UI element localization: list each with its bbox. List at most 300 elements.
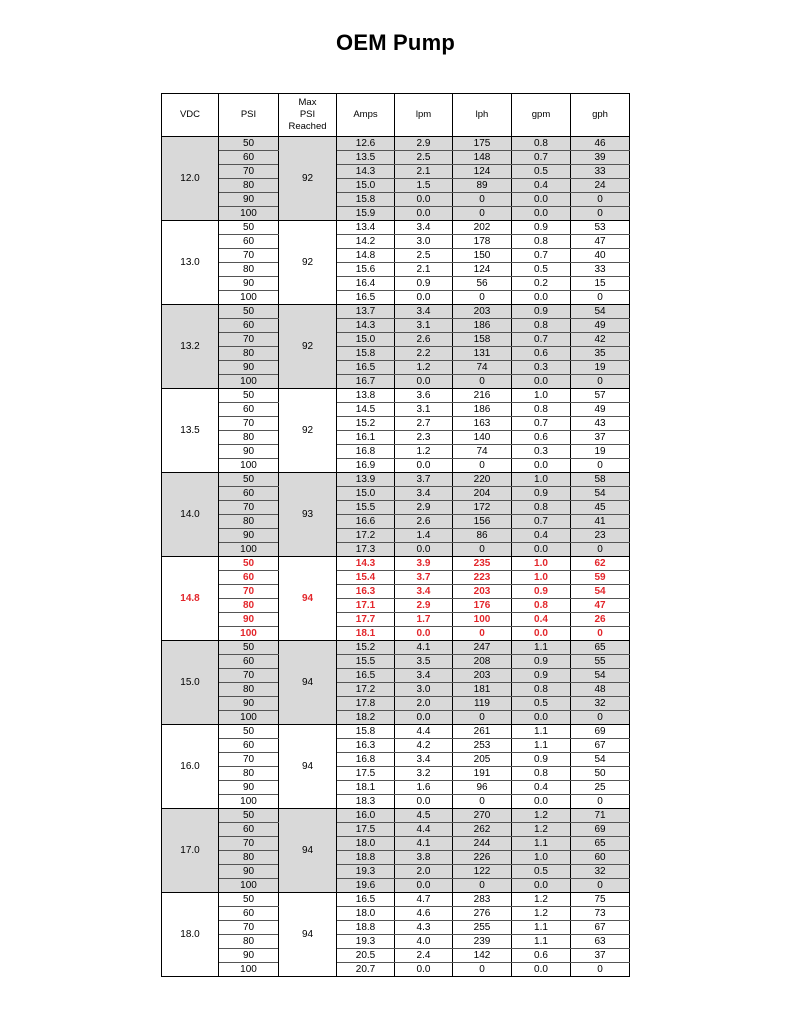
- psi-cell: 90: [219, 361, 279, 375]
- table-row: [162, 235, 630, 249]
- table-row: [162, 571, 630, 585]
- amps-cell: 15.0: [337, 179, 395, 193]
- table-row: [162, 921, 630, 935]
- gph-cell: 0: [571, 795, 630, 809]
- lpm-cell: 3.7: [395, 571, 453, 585]
- lph-cell: 86: [453, 529, 512, 543]
- lpm-cell: 3.7: [395, 473, 453, 487]
- psi-cell: 90: [219, 193, 279, 207]
- lph-cell: 205: [453, 753, 512, 767]
- lpm-cell: 0.0: [395, 711, 453, 725]
- psi-cell: 90: [219, 865, 279, 879]
- table-row: [162, 781, 630, 795]
- amps-cell: 20.5: [337, 949, 395, 963]
- table-row: [162, 739, 630, 753]
- psi-cell: 100: [219, 291, 279, 305]
- lpm-cell: 3.0: [395, 235, 453, 249]
- gpm-cell: 1.1: [512, 921, 571, 935]
- gpm-cell: 1.1: [512, 837, 571, 851]
- table-row: [162, 319, 630, 333]
- vdc-cell: 14.8: [162, 557, 219, 641]
- lph-cell: 148: [453, 151, 512, 165]
- gpm-cell: 0.7: [512, 249, 571, 263]
- lph-cell: 150: [453, 249, 512, 263]
- gph-cell: 71: [571, 809, 630, 823]
- lph-cell: 131: [453, 347, 512, 361]
- psi-cell: 70: [219, 921, 279, 935]
- amps-cell: 16.3: [337, 739, 395, 753]
- table-row: [162, 683, 630, 697]
- lph-cell: 203: [453, 585, 512, 599]
- lph-cell: 247: [453, 641, 512, 655]
- voltage-group: [162, 725, 630, 809]
- psi-cell: 60: [219, 739, 279, 753]
- gph-cell: 47: [571, 599, 630, 613]
- gph-cell: 33: [571, 263, 630, 277]
- psi-cell: 100: [219, 963, 279, 977]
- gph-cell: 0: [571, 711, 630, 725]
- psi-cell: 100: [219, 375, 279, 389]
- lpm-cell: 2.9: [395, 501, 453, 515]
- psi-cell: 80: [219, 935, 279, 949]
- table-row: [162, 137, 630, 151]
- gpm-cell: 0.6: [512, 347, 571, 361]
- amps-cell: 13.5: [337, 151, 395, 165]
- gpm-cell: 0.9: [512, 669, 571, 683]
- table-row: [162, 179, 630, 193]
- gpm-cell: 0.0: [512, 193, 571, 207]
- gph-cell: 45: [571, 501, 630, 515]
- lph-cell: 158: [453, 333, 512, 347]
- gpm-cell: 0.9: [512, 655, 571, 669]
- pump-table-container: [161, 93, 629, 977]
- psi-cell: 50: [219, 809, 279, 823]
- max-psi-cell: 93: [279, 473, 337, 557]
- lpm-cell: 3.8: [395, 851, 453, 865]
- lph-cell: 178: [453, 235, 512, 249]
- gpm-cell: 0.5: [512, 697, 571, 711]
- gph-cell: 40: [571, 249, 630, 263]
- max-psi-cell: 92: [279, 221, 337, 305]
- lpm-cell: 2.1: [395, 165, 453, 179]
- lpm-cell: 0.0: [395, 963, 453, 977]
- lpm-cell: 0.9: [395, 277, 453, 291]
- psi-cell: 80: [219, 683, 279, 697]
- amps-cell: 16.6: [337, 515, 395, 529]
- gph-cell: 60: [571, 851, 630, 865]
- psi-cell: 90: [219, 697, 279, 711]
- gph-cell: 75: [571, 893, 630, 907]
- gpm-cell: 0.0: [512, 375, 571, 389]
- amps-cell: 17.8: [337, 697, 395, 711]
- gph-cell: 25: [571, 781, 630, 795]
- amps-cell: 17.7: [337, 613, 395, 627]
- table-row: [162, 557, 630, 571]
- lph-cell: 0: [453, 543, 512, 557]
- gpm-cell: 0.2: [512, 277, 571, 291]
- gpm-cell: 1.2: [512, 809, 571, 823]
- psi-cell: 60: [219, 319, 279, 333]
- psi-cell: 80: [219, 599, 279, 613]
- lpm-cell: 2.6: [395, 333, 453, 347]
- psi-cell: 80: [219, 179, 279, 193]
- lpm-cell: 0.0: [395, 375, 453, 389]
- lpm-cell: 0.0: [395, 627, 453, 641]
- lpm-cell: 4.2: [395, 739, 453, 753]
- table-row: [162, 445, 630, 459]
- lpm-cell: 3.2: [395, 767, 453, 781]
- psi-cell: 80: [219, 263, 279, 277]
- lpm-cell: 4.7: [395, 893, 453, 907]
- lph-cell: 223: [453, 571, 512, 585]
- gph-cell: 67: [571, 739, 630, 753]
- table-row: [162, 277, 630, 291]
- max-psi-cell: 92: [279, 305, 337, 389]
- lpm-cell: 0.0: [395, 459, 453, 473]
- gph-cell: 37: [571, 949, 630, 963]
- lpm-cell: 3.4: [395, 221, 453, 235]
- table-header: [162, 94, 630, 137]
- lph-cell: 0: [453, 459, 512, 473]
- lph-cell: 186: [453, 403, 512, 417]
- lpm-cell: 1.2: [395, 445, 453, 459]
- table-row: [162, 389, 630, 403]
- max-psi-cell: 92: [279, 137, 337, 221]
- lph-cell: 56: [453, 277, 512, 291]
- lph-cell: 156: [453, 515, 512, 529]
- lpm-cell: 1.5: [395, 179, 453, 193]
- table-row: [162, 753, 630, 767]
- gpm-cell: 0.8: [512, 319, 571, 333]
- gph-cell: 32: [571, 865, 630, 879]
- gpm-cell: 0.4: [512, 613, 571, 627]
- lph-cell: 0: [453, 207, 512, 221]
- gpm-cell: 0.0: [512, 711, 571, 725]
- psi-cell: 80: [219, 767, 279, 781]
- lph-cell: 0: [453, 711, 512, 725]
- gph-cell: 0: [571, 291, 630, 305]
- gpm-cell: 0.0: [512, 459, 571, 473]
- gph-cell: 37: [571, 431, 630, 445]
- lph-cell: 119: [453, 697, 512, 711]
- table-row: [162, 949, 630, 963]
- gpm-cell: 0.0: [512, 879, 571, 893]
- gpm-cell: 0.8: [512, 403, 571, 417]
- psi-cell: 50: [219, 725, 279, 739]
- amps-cell: 19.3: [337, 865, 395, 879]
- lph-cell: 203: [453, 305, 512, 319]
- gpm-cell: 0.9: [512, 585, 571, 599]
- psi-cell: 60: [219, 907, 279, 921]
- lpm-cell: 3.9: [395, 557, 453, 571]
- amps-cell: 14.3: [337, 319, 395, 333]
- psi-cell: 50: [219, 389, 279, 403]
- table-row: [162, 697, 630, 711]
- psi-cell: 70: [219, 753, 279, 767]
- psi-cell: 70: [219, 333, 279, 347]
- gph-cell: 0: [571, 207, 630, 221]
- vdc-cell: 14.0: [162, 473, 219, 557]
- gpm-cell: 1.0: [512, 571, 571, 585]
- gph-cell: 0: [571, 543, 630, 557]
- header-max-line3: Reached: [288, 121, 327, 132]
- amps-cell: 15.5: [337, 501, 395, 515]
- lpm-cell: 4.3: [395, 921, 453, 935]
- table-row: [162, 669, 630, 683]
- lpm-cell: 3.5: [395, 655, 453, 669]
- lph-cell: 0: [453, 795, 512, 809]
- table-row: [162, 725, 630, 739]
- lph-cell: 235: [453, 557, 512, 571]
- psi-cell: 50: [219, 893, 279, 907]
- amps-cell: 16.5: [337, 669, 395, 683]
- lph-cell: 0: [453, 375, 512, 389]
- table-row: [162, 193, 630, 207]
- psi-cell: 80: [219, 431, 279, 445]
- gpm-cell: 0.0: [512, 963, 571, 977]
- table-row: [162, 431, 630, 445]
- lph-cell: 172: [453, 501, 512, 515]
- gpm-cell: 1.2: [512, 907, 571, 921]
- lpm-cell: 1.2: [395, 361, 453, 375]
- gph-cell: 54: [571, 753, 630, 767]
- lpm-cell: 3.4: [395, 669, 453, 683]
- amps-cell: 16.5: [337, 291, 395, 305]
- amps-cell: 16.4: [337, 277, 395, 291]
- lph-cell: 124: [453, 263, 512, 277]
- gpm-cell: 0.7: [512, 515, 571, 529]
- lph-cell: 255: [453, 921, 512, 935]
- amps-cell: 16.9: [337, 459, 395, 473]
- lpm-cell: 2.6: [395, 515, 453, 529]
- max-psi-cell: 94: [279, 725, 337, 809]
- lph-cell: 186: [453, 319, 512, 333]
- table-row: [162, 585, 630, 599]
- amps-cell: 17.3: [337, 543, 395, 557]
- lpm-cell: 0.0: [395, 193, 453, 207]
- psi-cell: 50: [219, 473, 279, 487]
- psi-cell: 70: [219, 585, 279, 599]
- amps-cell: 16.5: [337, 361, 395, 375]
- gph-cell: 0: [571, 627, 630, 641]
- gph-cell: 49: [571, 319, 630, 333]
- psi-cell: 70: [219, 165, 279, 179]
- vdc-cell: 15.0: [162, 641, 219, 725]
- header-vdc: VDC: [162, 94, 219, 137]
- table-row: [162, 879, 630, 893]
- gph-cell: 0: [571, 963, 630, 977]
- gpm-cell: 0.0: [512, 291, 571, 305]
- lph-cell: 253: [453, 739, 512, 753]
- lph-cell: 96: [453, 781, 512, 795]
- lph-cell: 262: [453, 823, 512, 837]
- table-row: [162, 893, 630, 907]
- psi-cell: 60: [219, 571, 279, 585]
- lpm-cell: 4.6: [395, 907, 453, 921]
- lpm-cell: 2.7: [395, 417, 453, 431]
- gpm-cell: 1.1: [512, 641, 571, 655]
- amps-cell: 16.1: [337, 431, 395, 445]
- lph-cell: 204: [453, 487, 512, 501]
- vdc-cell: 13.5: [162, 389, 219, 473]
- lpm-cell: 0.0: [395, 795, 453, 809]
- lph-cell: 261: [453, 725, 512, 739]
- gpm-cell: 0.9: [512, 487, 571, 501]
- lpm-cell: 3.6: [395, 389, 453, 403]
- psi-cell: 90: [219, 613, 279, 627]
- header-max-line1: Max: [298, 97, 317, 108]
- psi-cell: 60: [219, 403, 279, 417]
- vdc-cell: 12.0: [162, 137, 219, 221]
- lpm-cell: 2.5: [395, 151, 453, 165]
- gpm-cell: 0.8: [512, 767, 571, 781]
- lpm-cell: 2.0: [395, 865, 453, 879]
- psi-cell: 100: [219, 207, 279, 221]
- gph-cell: 57: [571, 389, 630, 403]
- amps-cell: 15.2: [337, 417, 395, 431]
- gpm-cell: 0.8: [512, 501, 571, 515]
- gpm-cell: 0.5: [512, 165, 571, 179]
- lph-cell: 89: [453, 179, 512, 193]
- psi-cell: 80: [219, 515, 279, 529]
- psi-cell: 60: [219, 235, 279, 249]
- gph-cell: 15: [571, 277, 630, 291]
- gph-cell: 24: [571, 179, 630, 193]
- gph-cell: 0: [571, 459, 630, 473]
- vdc-cell: 18.0: [162, 893, 219, 977]
- table-row: [162, 641, 630, 655]
- gph-cell: 62: [571, 557, 630, 571]
- gph-cell: 0: [571, 375, 630, 389]
- table-row: [162, 851, 630, 865]
- table-row: [162, 459, 630, 473]
- gph-cell: 19: [571, 361, 630, 375]
- table-row: [162, 963, 630, 977]
- amps-cell: 15.8: [337, 347, 395, 361]
- lpm-cell: 3.4: [395, 753, 453, 767]
- lph-cell: 100: [453, 613, 512, 627]
- amps-cell: 18.0: [337, 837, 395, 851]
- lpm-cell: 2.4: [395, 949, 453, 963]
- amps-cell: 16.8: [337, 445, 395, 459]
- amps-cell: 14.3: [337, 557, 395, 571]
- lph-cell: 122: [453, 865, 512, 879]
- table-row: [162, 935, 630, 949]
- gph-cell: 69: [571, 725, 630, 739]
- table-row: [162, 711, 630, 725]
- max-psi-cell: 94: [279, 893, 337, 977]
- gpm-cell: 0.0: [512, 207, 571, 221]
- gph-cell: 47: [571, 235, 630, 249]
- gpm-cell: 0.0: [512, 795, 571, 809]
- gph-cell: 73: [571, 907, 630, 921]
- gpm-cell: 0.6: [512, 949, 571, 963]
- amps-cell: 18.3: [337, 795, 395, 809]
- psi-cell: 50: [219, 305, 279, 319]
- gph-cell: 54: [571, 669, 630, 683]
- vdc-cell: 13.0: [162, 221, 219, 305]
- voltage-group: [162, 389, 630, 473]
- lph-cell: 276: [453, 907, 512, 921]
- amps-cell: 14.8: [337, 249, 395, 263]
- gpm-cell: 1.0: [512, 557, 571, 571]
- gph-cell: 33: [571, 165, 630, 179]
- lph-cell: 0: [453, 291, 512, 305]
- gpm-cell: 1.0: [512, 851, 571, 865]
- gph-cell: 39: [571, 151, 630, 165]
- gpm-cell: 0.9: [512, 305, 571, 319]
- amps-cell: 15.6: [337, 263, 395, 277]
- gpm-cell: 0.5: [512, 865, 571, 879]
- gph-cell: 58: [571, 473, 630, 487]
- lpm-cell: 0.0: [395, 543, 453, 557]
- table-row: [162, 347, 630, 361]
- pump-data-table: [161, 93, 630, 977]
- gpm-cell: 1.0: [512, 389, 571, 403]
- gph-cell: 49: [571, 403, 630, 417]
- psi-cell: 100: [219, 627, 279, 641]
- voltage-group: [162, 893, 630, 977]
- lpm-cell: 1.4: [395, 529, 453, 543]
- psi-cell: 70: [219, 837, 279, 851]
- lpm-cell: 4.1: [395, 837, 453, 851]
- gph-cell: 19: [571, 445, 630, 459]
- amps-cell: 16.3: [337, 585, 395, 599]
- lpm-cell: 1.7: [395, 613, 453, 627]
- lpm-cell: 3.4: [395, 305, 453, 319]
- lpm-cell: 0.0: [395, 879, 453, 893]
- lpm-cell: 2.5: [395, 249, 453, 263]
- gpm-cell: 0.8: [512, 235, 571, 249]
- gpm-cell: 1.2: [512, 893, 571, 907]
- psi-cell: 60: [219, 151, 279, 165]
- table-row: [162, 165, 630, 179]
- gpm-cell: 0.8: [512, 599, 571, 613]
- lpm-cell: 0.0: [395, 207, 453, 221]
- amps-cell: 19.6: [337, 879, 395, 893]
- header-lph: lph: [453, 94, 512, 137]
- amps-cell: 17.5: [337, 767, 395, 781]
- lph-cell: 124: [453, 165, 512, 179]
- amps-cell: 15.2: [337, 641, 395, 655]
- amps-cell: 15.5: [337, 655, 395, 669]
- psi-cell: 100: [219, 459, 279, 473]
- gpm-cell: 0.7: [512, 417, 571, 431]
- lpm-cell: 0.0: [395, 291, 453, 305]
- table-row: [162, 627, 630, 641]
- table-row: [162, 305, 630, 319]
- amps-cell: 17.5: [337, 823, 395, 837]
- header-max-psi-reached: [279, 94, 337, 137]
- header-row: [162, 94, 630, 137]
- page-title: OEM Pump: [336, 30, 455, 55]
- gpm-cell: 0.0: [512, 627, 571, 641]
- table-row: [162, 543, 630, 557]
- lpm-cell: 4.4: [395, 725, 453, 739]
- amps-cell: 13.8: [337, 389, 395, 403]
- amps-cell: 13.7: [337, 305, 395, 319]
- table-row: [162, 221, 630, 235]
- psi-cell: 90: [219, 445, 279, 459]
- voltage-group: [162, 557, 630, 641]
- gph-cell: 67: [571, 921, 630, 935]
- psi-cell: 80: [219, 347, 279, 361]
- gpm-cell: 1.1: [512, 725, 571, 739]
- psi-cell: 50: [219, 641, 279, 655]
- lph-cell: 74: [453, 445, 512, 459]
- psi-cell: 100: [219, 795, 279, 809]
- psi-cell: 90: [219, 529, 279, 543]
